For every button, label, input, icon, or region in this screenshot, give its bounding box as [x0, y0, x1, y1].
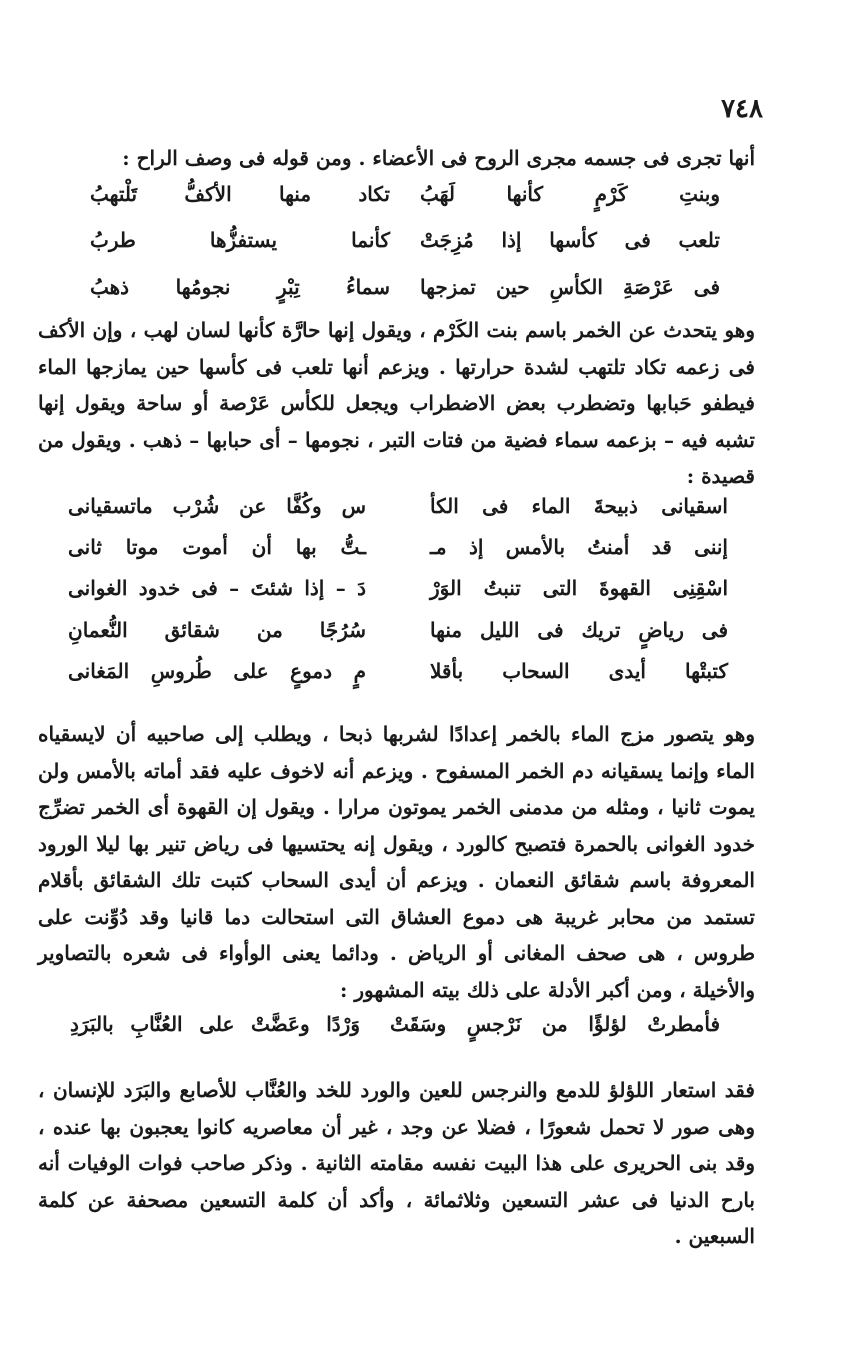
verse-hemistich-right: فى عَرْصَةِ الكأسِ حين تمزجها — [420, 275, 720, 299]
verse-hemistich-right: فأمطرتْ لؤلؤًا من نَرْجسٍ وسَقَتْ — [390, 1012, 720, 1036]
verse-hemistich-left: س وكُفَّا عن شُرْب ماتسقيانى — [68, 494, 366, 518]
verse-hemistich-left: دَ – إذا شئتَ – فى خدود الغوانى — [68, 576, 366, 600]
verse-hemistich-right: فى رياضٍ تريك فى الليل منها — [430, 618, 728, 642]
verse-hemistich-left: سماءُ تِبْرٍ نجومُها ذهبُ — [90, 275, 390, 299]
verse-hemistich-left: تكاد منها الأكفُّ تَلْتهبُ — [90, 182, 390, 206]
verse-hemistich-right: اسقيانى ذبيحةَ الماء فى الكأ — [430, 494, 728, 518]
verse-hemistich-left: مٍ دموعٍ على طُروسِ المَغانى — [68, 659, 366, 683]
poem-2 — [68, 494, 728, 694]
verse-hemistich-right: اسْقِنِى القهوةَ التى تنبتُ الوَرْ — [430, 576, 728, 600]
verse-hemistich-right: إننى قد أمنتُ بالأمس إذ مـ — [430, 535, 728, 559]
verse-hemistich-left: سُرُجًا من شقائق النُّعمانِ — [68, 618, 366, 642]
verse-hemistich-right: وبنتِ كَرْمٍ كأنها لَهَبُ — [420, 182, 720, 206]
verse-hemistich-left: وَرْدًا وعَضَّتْ على العُنَّابِ بالبَرَدِ — [70, 1012, 360, 1036]
page-number: ٧٤٨ — [721, 94, 763, 124]
poem-1 — [90, 182, 720, 312]
verse-hemistich-right: تلعب فى كأسها إذا مُزِجَتْ — [420, 228, 720, 252]
paragraph-1: وهو يتحدث عن الخمر باسم بنت الكَرْم ، ويقول إنها حارَّة كأنها لسان لهب ، وإن الأكف فى زعمه تكاد تلتهب لشدة حرارتها . ويزعم أنها تلعب فى كأسها حين يمازجها الماء فيطفو حَبابها وتضطرب بعض الاضطراب ويجعل للكأس عَرْصة أو ساحة ويقول إنها تشبه فيه – بزعمه سماء فضية من فتات التبر ، نجومها – أى حبابها – ذهب . ويقول من قصيدة : — [38, 318, 755, 488]
verse-hemistich-left: ـتُّ بها أن أموت موتا ثانى — [68, 535, 366, 559]
poem-3 — [70, 1012, 720, 1052]
paragraph-3: فقد استعار اللؤلؤ للدمع والنرجس للعين والورد للخد والعُنَّاب للأصابع والبَرَد للإنسان ، وهى صور لا تحمل شعورًا ، فضلا عن وجد ، غير أن معاصريه كانوا يعجبون بها عنده ، وقد بنى الحريرى على هذا البيت نفسه مقامته الثانية . وذكر صاحب فوات الوفيات أنه بارح الدنيا فى عشر التسعين وثلاثمائة ، وأكد أن كلمة التسعين مصحفة عن كلمة السبعين . — [38, 1078, 755, 1248]
paragraph-2: وهو يتصور مزج الماء بالخمر إعدادًا لشربها ذبحا ، ويطلب إلى صاحبيه أن لايسقياه الماء وإنما يسقيانه دم الخمر المسفوح . ويزعم أنه لاخوف عليه فقد أماته بالأمس ولن يموت ثانيا ، ومثله من مدمنى الخمر يموتون مرارا . ويقول إن القهوة أى الخمر تضرِّج خدود الغوانى بالحمرة فتصبح كالورد ، ويقول إنه يحتسيها فى رياض تنير بها ليلا الورود المعروفة باسم شقائق النعمان . ويزعم أن أيدى السحاب كتبت تلك الشقائق بأقلام تستمد من محابر غريبة هى دموع العشاق التى استحالت دما قانيا وقد دُوِّنت على طروس ، هى صحف المغانى أو الرياض . ودائما يعنى الوأواء فى شعره بالتصاوير والأخيلة ، ومن أكبر الأدلة على ذلك بيته المشهور : — [38, 722, 755, 1002]
verse-hemistich-right: كتبتْها أيدى السحاب بأقلا — [430, 659, 728, 683]
verse-hemistich-left: كأنما يستفزُّها طربُ — [90, 228, 390, 252]
intro-line: أنها تجرى فى جسمه مجرى الروح فى الأعضاء . ومن قوله فى وصف الراح : — [122, 146, 755, 170]
